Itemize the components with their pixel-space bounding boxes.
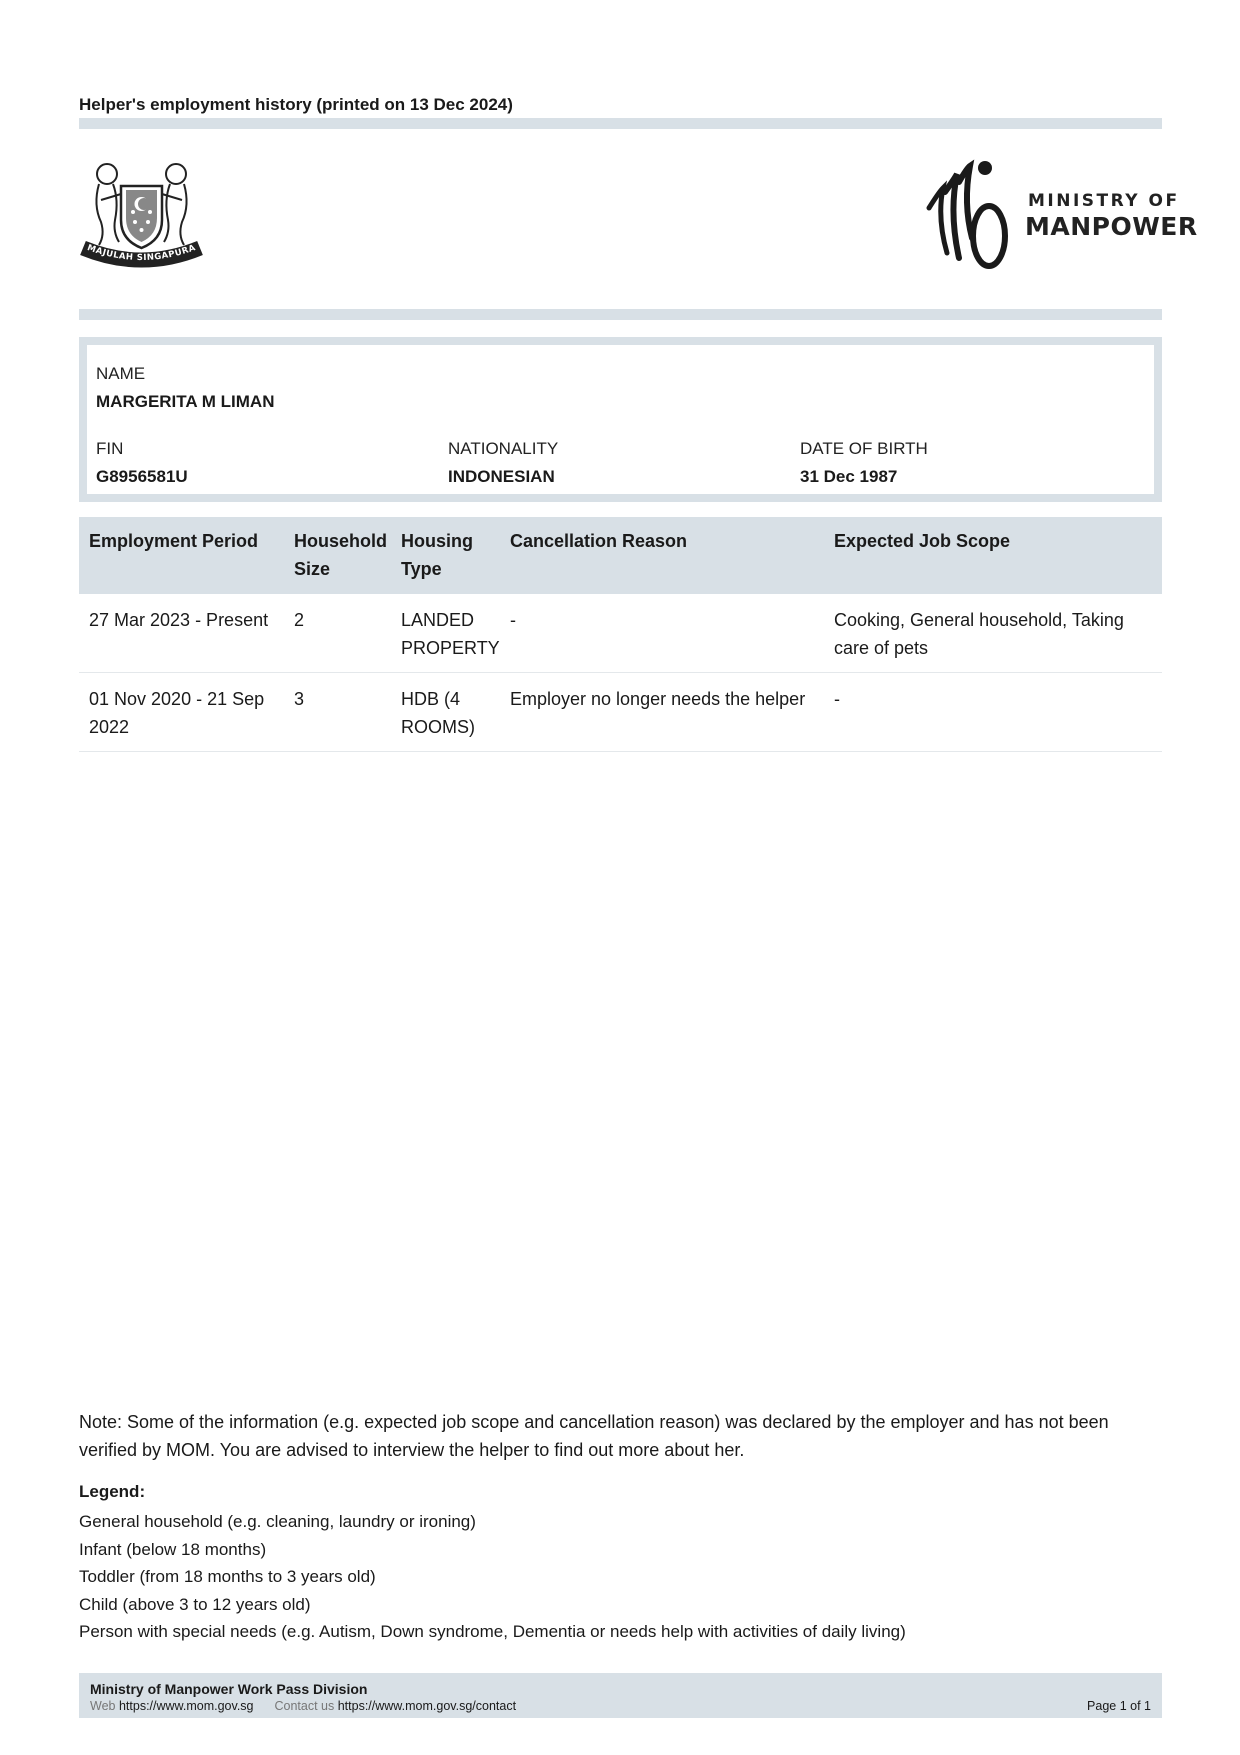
fin-label: FIN: [96, 439, 124, 458]
table-header-row: [79, 517, 1162, 594]
ministry-of-manpower-logo: [925, 158, 1198, 278]
header-household-size: Household Size: [294, 517, 401, 594]
legend-item: Infant (below 18 months): [79, 1539, 267, 1559]
top-divider: [79, 118, 1162, 129]
legend-item: Person with special needs (e.g. Autism, Down syndrome, Dementia or needs help with activities of daily living): [79, 1622, 906, 1641]
contact-label: Contact us: [274, 1699, 335, 1713]
legend-list: [79, 1508, 906, 1646]
web-link[interactable]: https://www.mom.gov.sg: [118, 1699, 254, 1713]
legend-item: Child (above 3 to 12 years old): [79, 1594, 311, 1614]
header-employment-period: Employment Period: [79, 517, 294, 594]
verification-note: Note: Some of the information (e.g. expected job scope and cancellation reason) was declared by the employer and has not been verified by MOM. You are advised to interview the helper to find out more about her.: [79, 1412, 1109, 1460]
legend-item: Toddler (from 18 months to 3 years old): [79, 1567, 376, 1586]
cell-expected-job-scope: Cooking, General household, Taking care of pets: [834, 594, 1162, 673]
cell-expected-job-scope: -: [834, 673, 1162, 752]
legend-title: Legend:: [79, 1482, 146, 1501]
contact-link[interactable]: https://www.mom.gov.sg/contact: [337, 1699, 517, 1713]
logo-line-ministry-of: MINISTRY OF: [1028, 191, 1180, 211]
cell-employment-period: 01 Nov 2020 - 21 Sep 2022: [79, 673, 294, 752]
legend-item: General household (e.g. cleaning, laundry or ironing): [79, 1512, 476, 1531]
document-title: Helper's employment history (printed on 13 Dec 2024): [79, 95, 513, 114]
page-footer: [79, 1673, 1162, 1718]
employment-history-table: [79, 517, 1162, 752]
header-cancellation-reason: Cancellation Reason: [510, 517, 834, 594]
cell-household-size: 3: [294, 673, 401, 752]
dob-value: 31 Dec 1987: [800, 467, 898, 486]
cell-cancellation-reason: Employer no longer needs the helper: [510, 673, 834, 752]
header-divider: [79, 309, 1162, 320]
footer-links: [90, 1699, 516, 1713]
nationality-value: INDONESIAN: [448, 467, 555, 486]
person-info-panel: [79, 337, 1162, 502]
cell-cancellation-reason: -: [510, 594, 834, 673]
singapore-crest-logo: [79, 160, 204, 270]
header-expected-job-scope: Expected Job Scope: [834, 517, 1162, 594]
footer-title: Ministry of Manpower Work Pass Division: [90, 1681, 368, 1697]
fin-value: G8956581U: [96, 467, 188, 486]
header-housing-type: Housing Type: [401, 517, 510, 594]
cell-housing-type: LANDED PROPERTY: [401, 594, 510, 673]
table-row: [79, 673, 1162, 752]
cell-employment-period: 27 Mar 2023 - Present: [79, 594, 294, 673]
table-row: [79, 594, 1162, 673]
logo-line-manpower: MANPOWER: [1025, 212, 1198, 241]
crest-motto: MAJULAH SINGAPURA: [85, 242, 198, 264]
cell-household-size: 2: [294, 594, 401, 673]
dob-label: DATE OF BIRTH: [800, 439, 928, 458]
web-label: Web: [90, 1699, 116, 1713]
name-value: MARGERITA M LIMAN: [96, 392, 275, 411]
name-label: NAME: [96, 364, 146, 383]
cell-housing-type: HDB (4 ROOMS): [401, 673, 510, 752]
page-number: Page 1 of 1: [1087, 1699, 1151, 1713]
nationality-label: NATIONALITY: [448, 439, 559, 458]
